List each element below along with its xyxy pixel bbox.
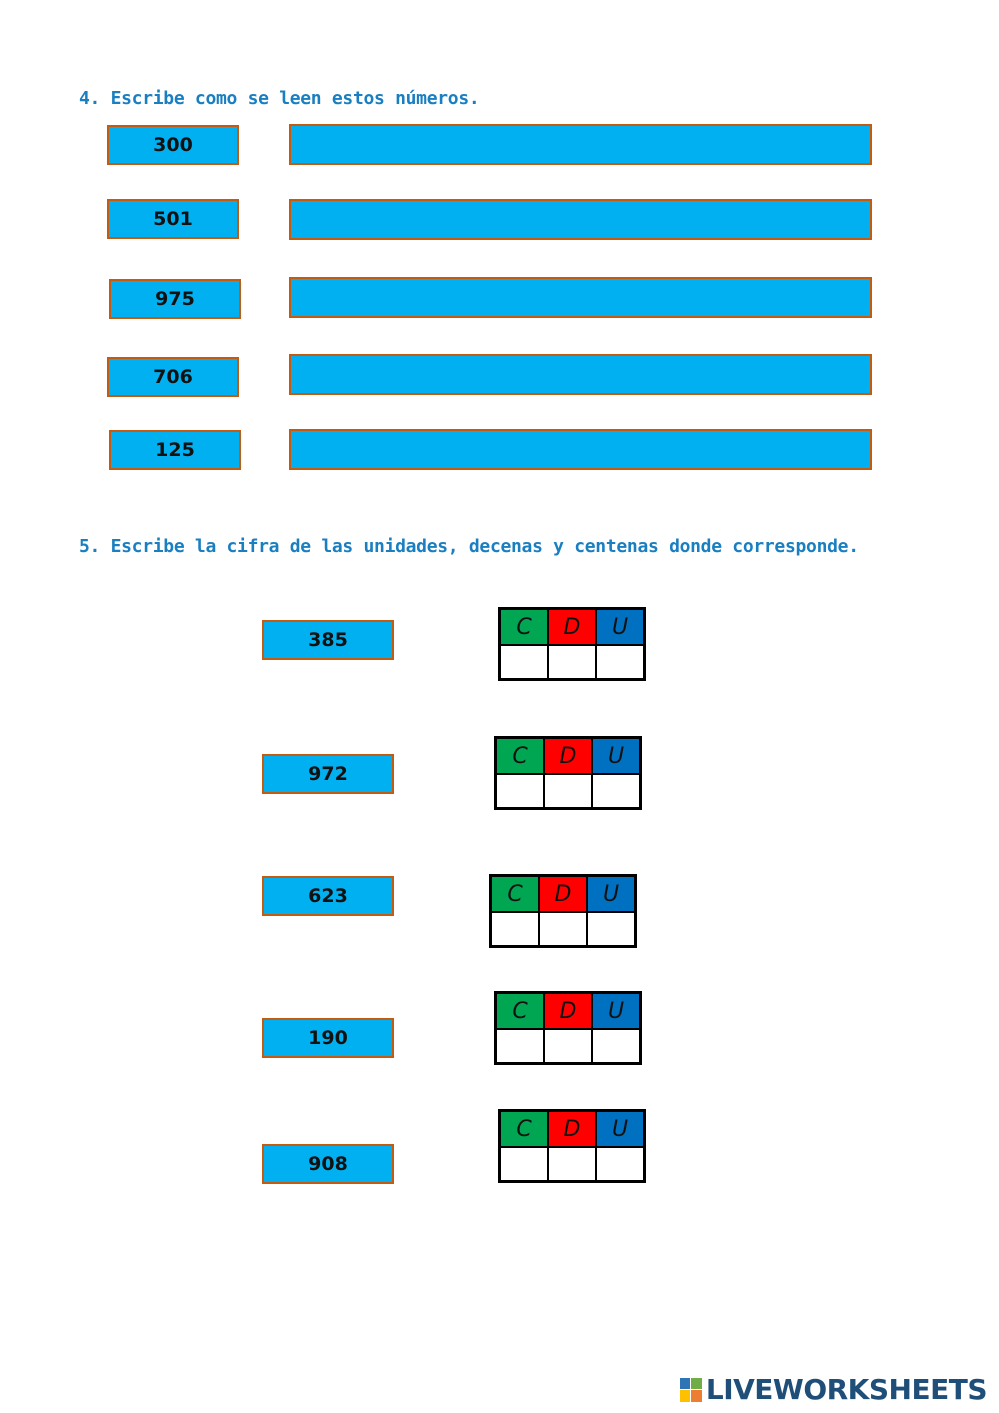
answer-input-3[interactable] [289,277,872,318]
input-c[interactable] [496,1029,545,1064]
number-box-1: 300 [107,125,239,165]
liveworksheets-logo [680,1373,987,1406]
number-box-4: 706 [107,357,239,397]
number-box-3: 975 [109,279,241,319]
logo-icon [680,1378,702,1402]
input-u[interactable] [592,1029,641,1064]
cdu-number-1: 385 [262,620,394,660]
input-d[interactable] [548,645,596,680]
input-u[interactable] [596,1147,645,1182]
header-u: U [596,1111,645,1148]
cdu-number-5: 908 [262,1144,394,1184]
input-c[interactable] [496,774,545,809]
input-d[interactable] [544,774,592,809]
section-4-title: 4. Escribe como se leen estos números. [79,88,480,109]
input-d[interactable] [548,1147,596,1182]
cdu-number-4: 190 [262,1018,394,1058]
input-d[interactable] [539,912,587,947]
cdu-table-5 [498,1109,646,1183]
cdu-table-3 [489,874,637,948]
number-box-5: 125 [109,430,241,470]
section-5-title: 5. Escribe la cifra de las unidades, decenas y centenas donde corresponde. [79,536,859,557]
header-d: D [539,876,587,913]
input-u[interactable] [592,774,641,809]
header-c: C [496,738,545,775]
input-c[interactable] [500,645,549,680]
header-u: U [596,609,645,646]
header-c: C [496,993,545,1030]
header-c: C [491,876,540,913]
header-u: U [587,876,636,913]
input-u[interactable] [596,645,645,680]
header-d: D [548,1111,596,1148]
header-u: U [592,738,641,775]
input-u[interactable] [587,912,636,947]
answer-input-2[interactable] [289,199,872,240]
header-u: U [592,993,641,1030]
input-c[interactable] [491,912,540,947]
header-d: D [544,738,592,775]
input-d[interactable] [544,1029,592,1064]
logo-text: LIVEWORKSHEETS [705,1373,987,1406]
header-c: C [500,609,549,646]
cdu-table-4 [494,991,642,1065]
header-c: C [500,1111,549,1148]
cdu-table-1 [498,607,646,681]
answer-input-4[interactable] [289,354,872,395]
header-d: D [544,993,592,1030]
cdu-number-3: 623 [262,876,394,916]
header-d: D [548,609,596,646]
answer-input-5[interactable] [289,429,872,470]
cdu-table-2 [494,736,642,810]
answer-input-1[interactable] [289,124,872,165]
input-c[interactable] [500,1147,549,1182]
cdu-number-2: 972 [262,754,394,794]
number-box-2: 501 [107,199,239,239]
